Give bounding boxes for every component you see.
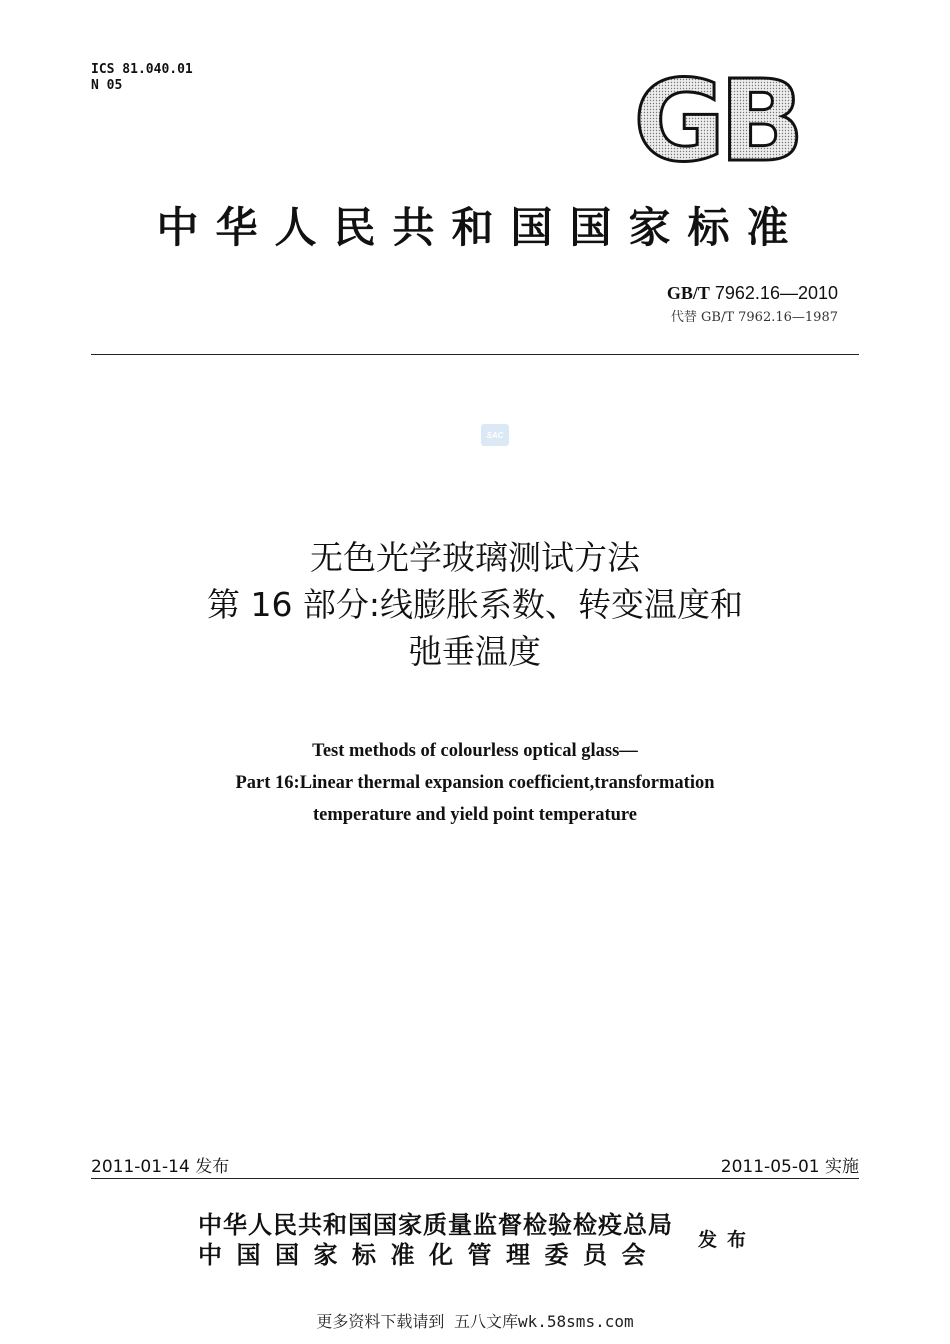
footer-divider bbox=[91, 1178, 859, 1179]
standard-number-rest: 7962.16—2010 bbox=[709, 283, 838, 303]
download-footer: 更多资料下载请到 五八文库wk.58sms.com bbox=[316, 1312, 634, 1331]
ics-code: ICS 81.040.01 bbox=[91, 62, 193, 77]
gb-logo bbox=[622, 72, 810, 168]
english-title-line-3: temperature and yield point temperature bbox=[312, 805, 638, 825]
sac-watermark-text: SAC bbox=[486, 431, 504, 440]
publish-label: 发布 bbox=[698, 1229, 757, 1251]
standard-number-block bbox=[667, 283, 838, 325]
national-standard-title: 中华人民共和国国家标准 bbox=[156, 203, 806, 252]
replaces-note: 代替 GB/T 7962.16—1987 bbox=[670, 310, 838, 325]
sac-watermark bbox=[481, 424, 509, 446]
chinese-title-line-1: 无色光学玻璃测试方法 bbox=[310, 538, 640, 577]
publisher-aqsiq: 中华人民共和国国家质量监督检验检疫总局 bbox=[198, 1210, 673, 1239]
chinese-title bbox=[0, 534, 950, 675]
chinese-title-line-2: 第 16 部分:线膨胀系数、转变温度和 bbox=[206, 585, 744, 624]
english-title-line-1: Test methods of colourless optical glass— bbox=[312, 741, 638, 761]
standard-number bbox=[667, 283, 838, 304]
classification-codes bbox=[91, 62, 193, 94]
implementation-date: 2011-05-01 实施 bbox=[720, 1157, 859, 1177]
standard-prefix: GB/T bbox=[666, 283, 710, 303]
ccs-code: N 05 bbox=[91, 78, 123, 93]
header-divider bbox=[91, 354, 859, 355]
gb-logo-text: GB bbox=[633, 72, 799, 168]
publisher-sac: 中国国家标准化管理委员会 bbox=[198, 1240, 660, 1269]
publishers bbox=[198, 1210, 673, 1270]
issue-date: 2011-01-14 发布 bbox=[91, 1157, 230, 1177]
english-title-line-2: Part 16:Linear thermal expansion coefficient,transformation bbox=[235, 773, 715, 793]
chinese-title-line-3: 弛垂温度 bbox=[409, 632, 541, 671]
english-title bbox=[0, 735, 950, 831]
